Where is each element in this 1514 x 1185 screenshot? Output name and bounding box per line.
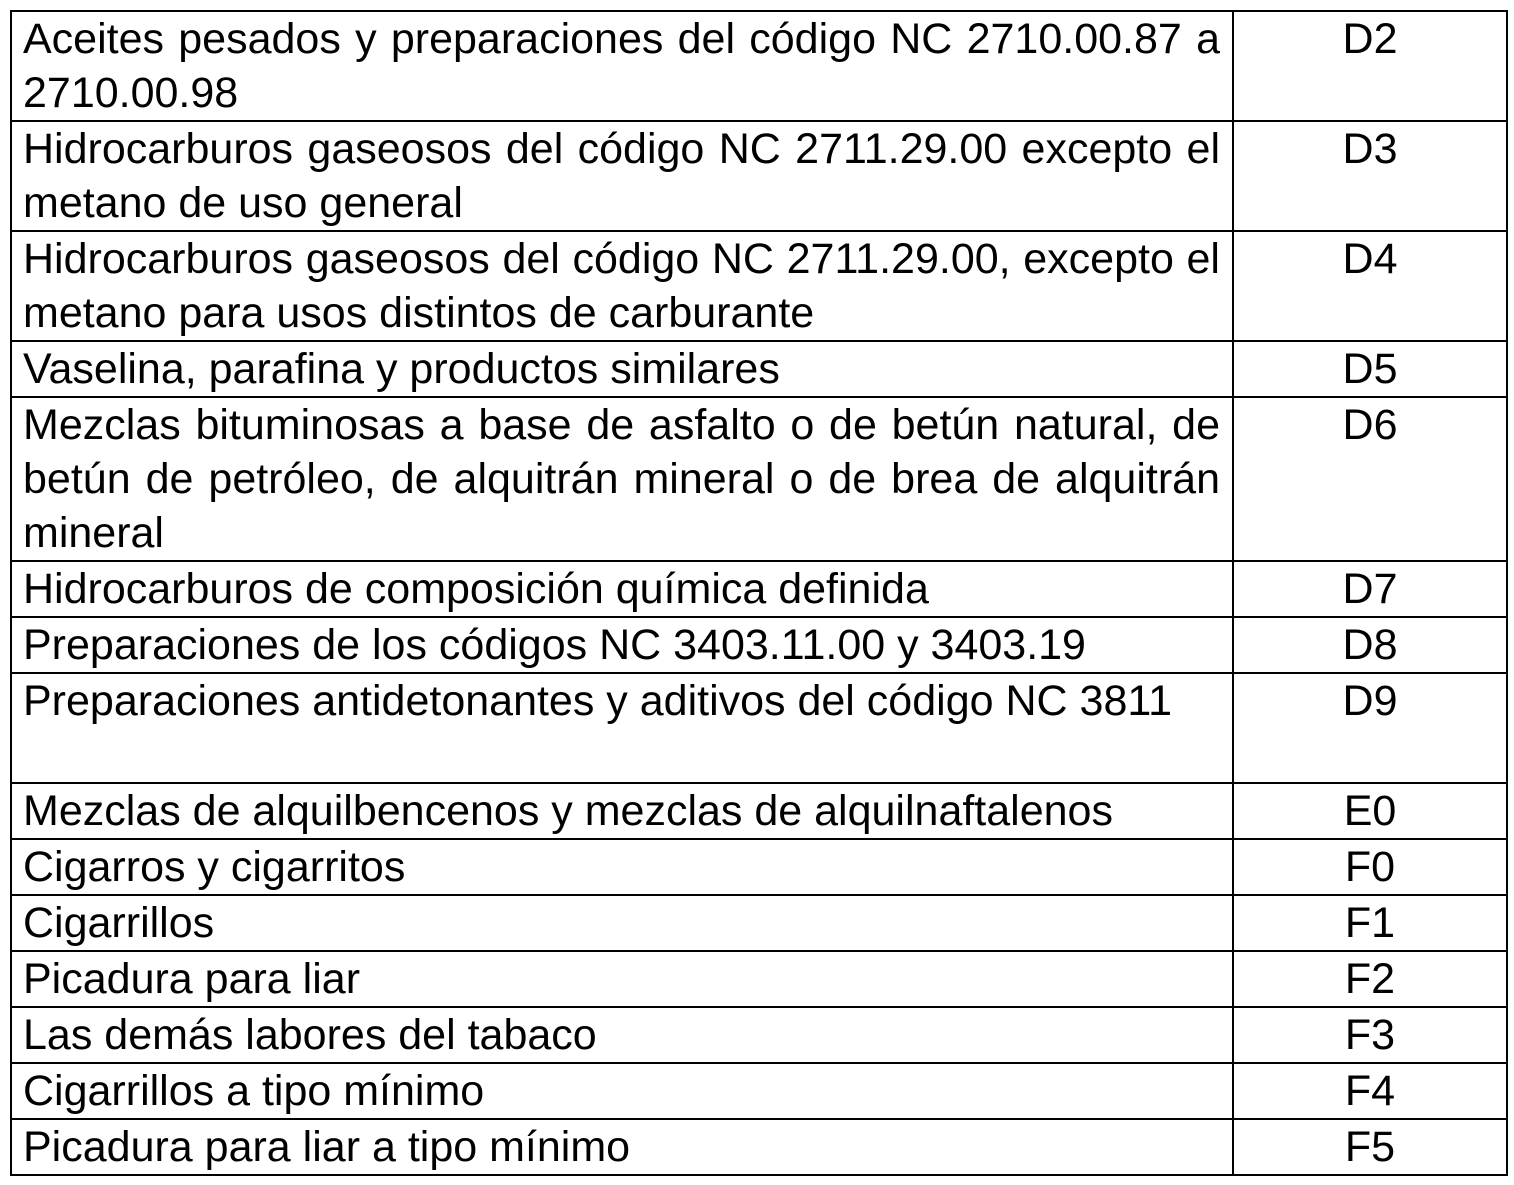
description-cell: Cigarrillos a tipo mínimo [11,1063,1233,1119]
code-cell: E0 [1233,783,1507,839]
table-row [11,951,1507,1007]
table-row [11,673,1507,783]
code-cell: D5 [1233,341,1507,397]
code-cell: F1 [1233,895,1507,951]
table-row [11,839,1507,895]
description-cell: Hidrocarburos gaseosos del código NC 2711.29.00 excepto el metano de uso general [11,121,1233,231]
code-cell: F3 [1233,1007,1507,1063]
table-row [11,121,1507,231]
description-cell: Aceites pesados y preparaciones del código NC 2710.00.87 a 2710.00.98 [11,11,1233,121]
table-row [11,11,1507,121]
code-cell: F0 [1233,839,1507,895]
description-cell: Preparaciones antidetonantes y aditivos del código NC 3811 [11,673,1233,783]
description-cell: Preparaciones de los códigos NC 3403.11.00 y 3403.19 [11,617,1233,673]
description-cell: Hidrocarburos gaseosos del código NC 2711.29.00, excepto el metano para usos distintos de carburante [11,231,1233,341]
table-row [11,1063,1507,1119]
code-cell: D3 [1233,121,1507,231]
description-cell: Hidrocarburos de composición química definida [11,561,1233,617]
code-cell: F5 [1233,1119,1507,1175]
description-cell: Las demás labores del tabaco [11,1007,1233,1063]
description-cell: Vaselina, parafina y productos similares [11,341,1233,397]
code-cell: D8 [1233,617,1507,673]
description-cell: Cigarrillos [11,895,1233,951]
code-cell: D6 [1233,397,1507,561]
table-row [11,341,1507,397]
description-cell: Mezclas de alquilbencenos y mezclas de alquilnaftalenos [11,783,1233,839]
table-row [11,1119,1507,1175]
description-cell: Picadura para liar [11,951,1233,1007]
code-cell: F2 [1233,951,1507,1007]
product-code-table [10,10,1508,1176]
code-cell: F4 [1233,1063,1507,1119]
code-cell: D2 [1233,11,1507,121]
table-row [11,561,1507,617]
table-row [11,231,1507,341]
description-cell: Picadura para liar a tipo mínimo [11,1119,1233,1175]
table-row [11,1007,1507,1063]
description-cell: Cigarros y cigarritos [11,839,1233,895]
code-cell: D4 [1233,231,1507,341]
description-cell: Mezclas bituminosas a base de asfalto o de betún natural, de betún de petróleo, de alquitrán mineral o de brea de alquitrán mineral [11,397,1233,561]
table-row [11,397,1507,561]
table-row [11,783,1507,839]
table-row [11,895,1507,951]
table-row [11,617,1507,673]
code-cell: D9 [1233,673,1507,783]
code-cell: D7 [1233,561,1507,617]
